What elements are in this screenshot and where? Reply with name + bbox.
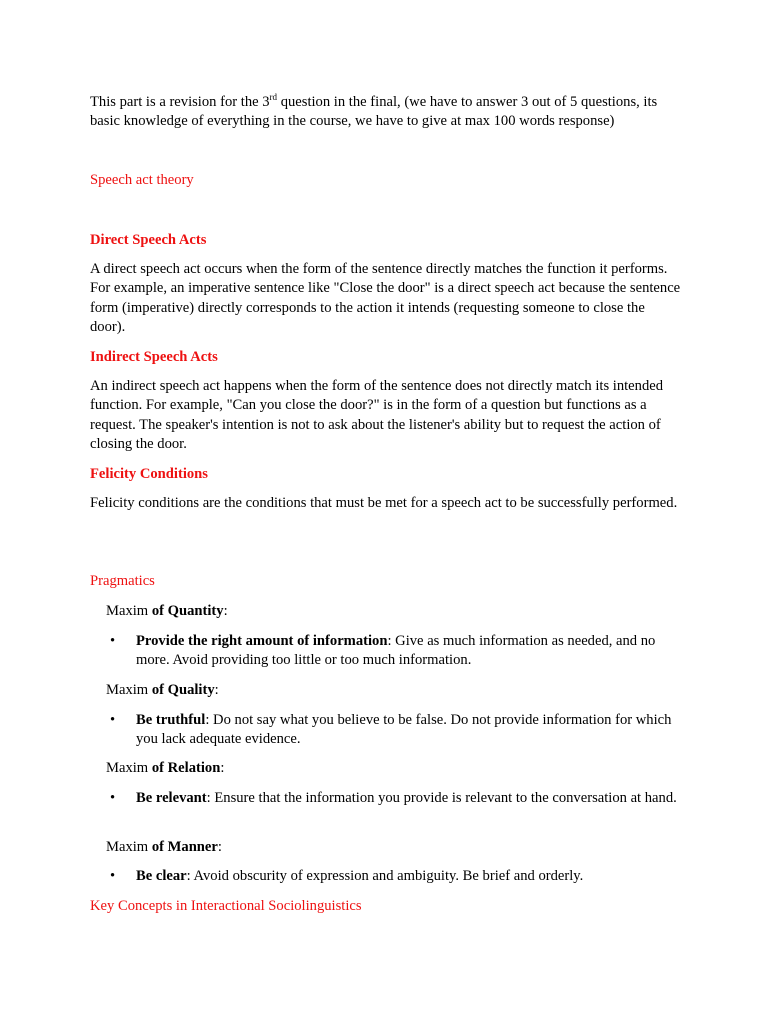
maxim-manner-label bbox=[106, 838, 222, 857]
bullet-bold-lead: Provide the right amount of information bbox=[136, 633, 388, 649]
maxim-prefix: Maxim bbox=[106, 682, 152, 698]
direct-speech-acts-title: Direct Speech Acts bbox=[90, 232, 207, 248]
interactional-sociolinguistics-heading: Key Concepts in Interactional Sociolinguistics bbox=[90, 898, 362, 914]
bullet-text bbox=[136, 711, 682, 750]
maxim-prefix: Maxim bbox=[106, 839, 152, 855]
maxim-prefix: Maxim bbox=[106, 760, 152, 776]
maxim-name: of Quality bbox=[151, 682, 215, 698]
intro-superscript: rd bbox=[269, 92, 278, 102]
bullet-bold-lead: Be relevant bbox=[136, 790, 207, 806]
maxim-name: of Relation bbox=[151, 760, 221, 776]
maxim-relation-bullet bbox=[110, 789, 682, 808]
bullet-dot-icon: • bbox=[110, 790, 116, 806]
bullet-text bbox=[136, 867, 682, 886]
maxim-suffix: : bbox=[214, 682, 219, 698]
maxim-prefix: Maxim bbox=[106, 603, 152, 619]
intro-text-end: question in the final, (we have to answer 3 out of 5 questions, its basic knowledge of everything in the course, we have to give at max 100 words response) bbox=[90, 94, 658, 130]
indirect-speech-acts-body: An indirect speech act happens when the form of the sentence does not directly match its intended function. For example, "Can you close the door?" is in the form of a question but functions as a request. The speaker's intention is not to ask about the listener's ability but to request the action of closing the door. bbox=[90, 378, 664, 453]
indirect-speech-acts-title: Indirect Speech Acts bbox=[90, 349, 218, 365]
bullet-description: : Give as much information as needed, and no more. Avoid providing too little or too much information. bbox=[136, 633, 656, 669]
maxim-name: of Manner bbox=[151, 839, 218, 855]
bullet-dot-icon: • bbox=[110, 633, 116, 649]
maxim-suffix: : bbox=[223, 603, 228, 619]
bullet-dot-icon: • bbox=[110, 868, 116, 884]
maxim-quantity-bullet bbox=[110, 632, 682, 671]
bullet-description: : Do not say what you believe to be false. Do not provide information for which you lack adequate evidence. bbox=[136, 712, 672, 748]
felicity-conditions-body: Felicity conditions are the conditions that must be met for a speech act to be successfully performed. bbox=[90, 495, 678, 511]
pragmatics-heading: Pragmatics bbox=[90, 573, 155, 589]
intro-paragraph bbox=[90, 93, 682, 132]
direct-speech-acts-body: A direct speech act occurs when the form of the sentence directly matches the function it performs. For example, an imperative sentence like "Close the door" is a direct speech act because the sentence form (imperative) directly corresponds to the action it intends (requesting someone to close the door). bbox=[90, 261, 681, 336]
bullet-dot-icon: • bbox=[110, 712, 116, 728]
maxim-suffix: : bbox=[220, 760, 225, 776]
maxim-manner-bullet bbox=[110, 867, 682, 886]
maxim-quality-bullet bbox=[110, 711, 682, 750]
bullet-text bbox=[136, 632, 682, 671]
bullet-bold-lead: Be truthful bbox=[136, 712, 206, 728]
speech-act-heading: Speech act theory bbox=[90, 172, 194, 188]
maxim-quantity-label bbox=[106, 602, 228, 621]
intro-text-start: This part is a revision for the 3 bbox=[90, 94, 270, 110]
bullet-text bbox=[136, 789, 682, 808]
felicity-conditions-title: Felicity Conditions bbox=[90, 466, 208, 482]
bullet-description: : Avoid obscurity of expression and ambiguity. Be brief and orderly. bbox=[186, 868, 584, 884]
bullet-bold-lead: Be clear bbox=[136, 868, 187, 884]
maxim-quality-label bbox=[106, 681, 219, 700]
maxim-suffix: : bbox=[217, 839, 222, 855]
maxim-name: of Quantity bbox=[151, 603, 224, 619]
maxim-relation-label bbox=[106, 759, 224, 778]
bullet-description: : Ensure that the information you provide is relevant to the conversation at hand. bbox=[206, 790, 677, 806]
